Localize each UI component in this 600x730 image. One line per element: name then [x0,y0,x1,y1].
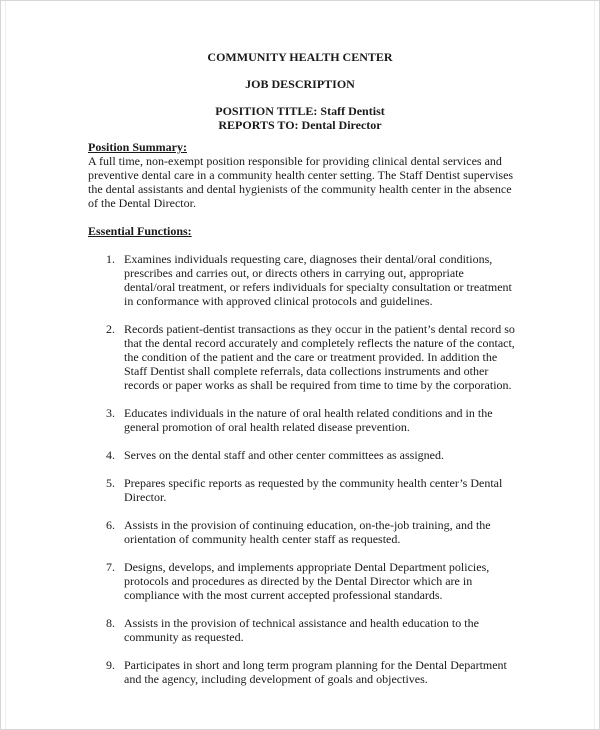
list-item-text: Records patient-dentist transactions as they occur in the patient’s dental record so that the dental record accurately and completely reflects the nature of the contact, the condition of the patient and the care or treatment provided. In addition the Staff Dentist shall complete referrals, data collections instruments and other records or paper works as shall be required from time to time by the corporation. [124,322,515,392]
position-title-line [1,104,599,118]
list-item-number: 6. [106,518,115,532]
list-item-number: 3. [106,406,115,420]
position-title-value: Staff Dentist [320,104,385,118]
list-item [88,518,518,546]
list-item [88,448,518,462]
list-item [88,658,518,686]
list-item-number: 2. [106,322,115,336]
list-item-number: 4. [106,448,115,462]
essential-functions-section [88,224,518,686]
list-item-text: Designs, develops, and implements appropriate Dental Department policies, protocols and procedures as directed by the Dental Director which are in compliance with the most current accepted professional standards. [124,560,490,602]
list-item-text: Serves on the dental staff and other center committees as assigned. [124,448,445,462]
list-item-number: 1. [106,252,115,266]
list-item-text: Assists in the provision of technical assistance and health education to the community as requested. [124,616,479,644]
organization-name: COMMUNITY HEALTH CENTER [207,50,393,64]
document-body [88,140,518,700]
list-item-text: Participates in short and long term program planning for the Dental Department and the agency, including development of goals and objectives. [124,658,507,686]
list-item [88,616,518,644]
list-item [88,476,518,504]
list-item-text: Assists in the provision of continuing education, on-the-job training, and the orientation of community health center staff as requested. [124,518,491,546]
position-summary-section [88,140,518,210]
reports-to-value: Dental Director [301,118,382,132]
list-item-text: Prepares specific reports as requested by the community health center’s Dental Director. [124,476,503,504]
reports-to-line [1,118,599,132]
reports-to-label: REPORTS TO: [218,118,299,132]
position-summary-heading: Position Summary: [88,140,187,154]
list-item [88,560,518,602]
list-item-number: 7. [106,560,115,574]
essential-functions-list [88,252,518,686]
list-item [88,252,518,308]
list-item-number: 9. [106,658,115,672]
position-summary-text: A full time, non-exempt position responsible for providing clinical dental services and preventive dental care in a community health center setting. The Staff Dentist supervises the dental assistants and dental hygienists of the community health center in the absence of the Dental Director. [88,154,514,210]
list-item [88,322,518,392]
position-title-label: POSITION TITLE: [215,104,318,118]
document-type: JOB DESCRIPTION [245,77,355,91]
list-item-text: Examines individuals requesting care, diagnoses their dental/oral conditions, prescribes and carries out, or directs others in carrying out, appropriate dental/oral treatment, or refers individuals for specialty consultation or treatment in conformance with approved clinical protocols and guidelines. [124,252,512,308]
list-item-number: 8. [106,616,115,630]
essential-functions-heading: Essential Functions: [88,224,192,238]
list-item-text: Educates individuals in the nature of oral health related conditions and in the general promotion of oral health related disease prevention. [124,406,493,434]
list-item [88,406,518,434]
list-item-number: 5. [106,476,115,490]
document-header [1,50,599,132]
